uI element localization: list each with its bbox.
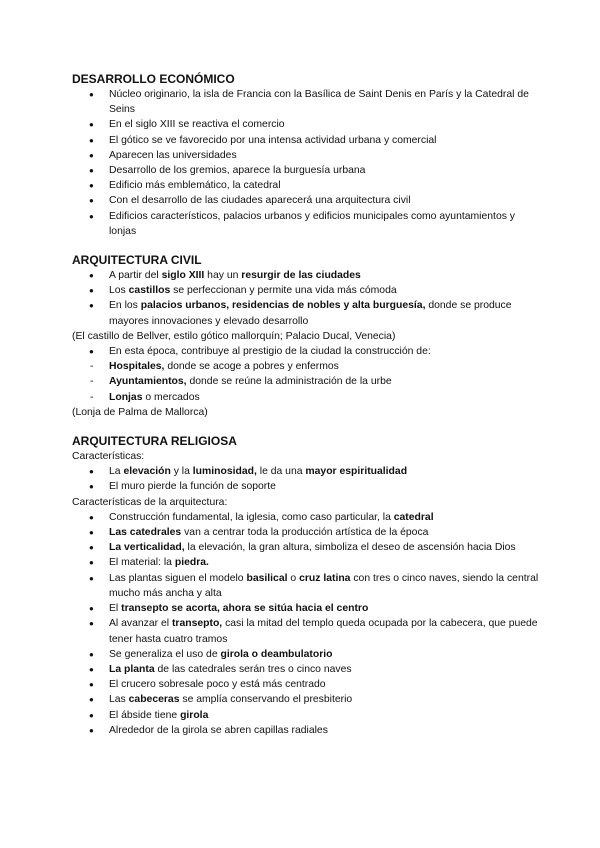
list-item bbox=[72, 163, 542, 178]
text-run: la elevación, la gran altura, simboliza el deseo de ascensión hacia Dios bbox=[184, 542, 516, 554]
text-run: Los bbox=[109, 285, 129, 297]
list-item bbox=[72, 692, 542, 707]
list-item bbox=[72, 209, 542, 239]
bold-text: siglo XIII bbox=[161, 270, 205, 282]
text-run: donde se produce mayores innovaciones y elevado desarrollo bbox=[109, 300, 512, 327]
label-caracteristicas: Características: bbox=[72, 451, 145, 463]
text-run: El bbox=[109, 603, 122, 615]
bold-text: girola o deambulatorio bbox=[220, 648, 333, 660]
list-item bbox=[72, 359, 542, 374]
text-run: Alrededor de la girola se abren capillas radiales bbox=[109, 724, 328, 736]
list-religiosa-2 bbox=[72, 510, 542, 738]
section-title-religiosa: ARQUITECTURA RELIGIOSA bbox=[72, 434, 237, 449]
list-civil-2 bbox=[72, 344, 542, 359]
text-run: donde se acoge a pobres y enfermos bbox=[164, 361, 339, 373]
bold-text: piedra. bbox=[174, 557, 209, 569]
list-item bbox=[72, 390, 542, 405]
bold-text: cabeceras bbox=[128, 694, 180, 706]
note-lonja: (Lonja de Palma de Mallorca) bbox=[72, 406, 208, 418]
text-run: El material: la bbox=[109, 557, 175, 569]
text-run: Con el desarrollo de las ciudades aparecerá una arquitectura civil bbox=[109, 195, 411, 207]
list-item bbox=[72, 555, 542, 570]
note-castillo: (El castillo de Bellver, estilo gótico mallorquín; Palacio Ducal, Venecia) bbox=[72, 330, 396, 342]
bold-text: Ayuntamientos, bbox=[109, 376, 187, 388]
bold-text: elevación bbox=[123, 466, 171, 478]
text-run: o mercados bbox=[142, 391, 200, 403]
text-run: o bbox=[287, 572, 300, 584]
list-item bbox=[72, 464, 542, 479]
section-title-desarrollo: DESARROLLO ECONÓMICO bbox=[72, 72, 235, 86]
bold-text: basilical bbox=[246, 572, 288, 584]
list-item bbox=[72, 662, 542, 677]
text-run: Se generaliza el uso de bbox=[109, 648, 221, 660]
text-run: le da una bbox=[256, 466, 306, 478]
text-run: de las catedrales serán tres o cinco naves bbox=[154, 663, 352, 675]
text-run: A partir del bbox=[109, 270, 162, 282]
list-item bbox=[72, 283, 542, 298]
text-run: Las plantas siguen el modelo bbox=[109, 572, 247, 584]
list-item bbox=[72, 677, 542, 692]
list-item bbox=[72, 571, 542, 601]
list-item bbox=[72, 510, 542, 525]
text-run: El muro pierde la función de soporte bbox=[109, 481, 276, 493]
list-item bbox=[72, 525, 542, 540]
text-run: van a centrar toda la producción artística de la época bbox=[181, 527, 429, 539]
list-item bbox=[72, 268, 542, 283]
list-civil-1 bbox=[72, 268, 542, 329]
text-run: Núcleo originario, la isla de Francia con la Basílica de Saint Denis en París y la Catedral de Seins bbox=[109, 89, 529, 116]
list-religiosa-1 bbox=[72, 464, 542, 494]
bold-text: cruz latina bbox=[299, 572, 351, 584]
document-content bbox=[72, 71, 542, 738]
list-item bbox=[72, 708, 542, 723]
bold-text: transepto, bbox=[171, 618, 223, 630]
list-item bbox=[72, 133, 542, 148]
bold-text: castillos bbox=[128, 285, 171, 297]
text-run: Al avanzar el bbox=[109, 618, 172, 630]
text-run: En el siglo XIII se reactiva el comercio bbox=[109, 119, 285, 131]
text-run: El ábside tiene bbox=[109, 709, 181, 721]
list-item bbox=[72, 298, 542, 328]
bold-text: palacios urbanos, residencias de nobles y alta burguesía, bbox=[140, 300, 426, 312]
text-run: Aparecen las universidades bbox=[109, 149, 237, 161]
list-item bbox=[72, 148, 542, 163]
list-item bbox=[72, 87, 542, 117]
section-title-civil: ARQUITECTURA CIVIL bbox=[72, 253, 202, 268]
text-run: Las bbox=[109, 694, 129, 706]
text-run: Edificio más emblemático, la catedral bbox=[109, 180, 281, 192]
list-item bbox=[72, 193, 542, 208]
text-run: y la bbox=[170, 466, 193, 478]
text-run: donde se reúne la administración de la urbe bbox=[186, 376, 392, 388]
list-item bbox=[72, 344, 542, 359]
list-desarrollo bbox=[72, 87, 542, 239]
bold-text: La planta bbox=[109, 663, 155, 675]
list-item bbox=[72, 479, 542, 494]
bold-text: mayor espiritualidad bbox=[305, 466, 408, 478]
text-run: con tres o cinco naves, siendo la central mucho más ancha y alta bbox=[109, 572, 539, 599]
bold-text: transepto se acorta, ahora se sitúa hacia el centro bbox=[121, 603, 369, 615]
list-item bbox=[72, 723, 542, 738]
text-run: se perfeccionan y permite una vida más cómoda bbox=[170, 285, 397, 297]
text-run: En esta época, contribuye al prestigio de la ciudad la construcción de: bbox=[109, 346, 431, 358]
text-run: se amplía conservando el presbiterio bbox=[179, 694, 353, 706]
list-item bbox=[72, 540, 542, 555]
bold-text: La verticalidad, bbox=[109, 542, 185, 554]
bold-text: Lonjas bbox=[109, 391, 143, 403]
list-item bbox=[72, 178, 542, 193]
bold-text: resurgir de las ciudades bbox=[241, 270, 361, 282]
bold-text: catedral bbox=[393, 511, 434, 523]
text-run: En los bbox=[109, 300, 141, 312]
text-run: hay un bbox=[204, 270, 242, 282]
text-run: El gótico se ve favorecido por una intensa actividad urbana y comercial bbox=[109, 134, 437, 146]
bold-text: girola bbox=[180, 709, 209, 721]
bold-text: luminosidad, bbox=[192, 466, 257, 478]
list-civil-dash bbox=[72, 359, 542, 405]
label-caracteristicas-arquitectura: Características de la arquitectura: bbox=[72, 496, 228, 508]
list-item bbox=[72, 374, 542, 389]
text-run: Construcción fundamental, la iglesia, como caso particular, la bbox=[109, 511, 394, 523]
text-run: casi la mitad del templo queda ocupada por la cabecera, que puede tener hasta cuatro tramos bbox=[109, 618, 538, 645]
list-item bbox=[72, 117, 542, 132]
bold-text: Hospitales, bbox=[109, 361, 165, 373]
text-run: El crucero sobresale poco y está más centrado bbox=[109, 679, 326, 691]
list-item bbox=[72, 616, 542, 646]
list-item bbox=[72, 601, 542, 616]
list-item bbox=[72, 647, 542, 662]
text-run: Edificios característicos, palacios urbanos y edificios municipales como ayuntamientos y lonjas bbox=[109, 210, 515, 237]
text-run: Desarrollo de los gremios, aparece la burguesía urbana bbox=[109, 165, 366, 177]
bold-text: Las catedrales bbox=[109, 527, 182, 539]
text-run: La bbox=[109, 466, 124, 478]
